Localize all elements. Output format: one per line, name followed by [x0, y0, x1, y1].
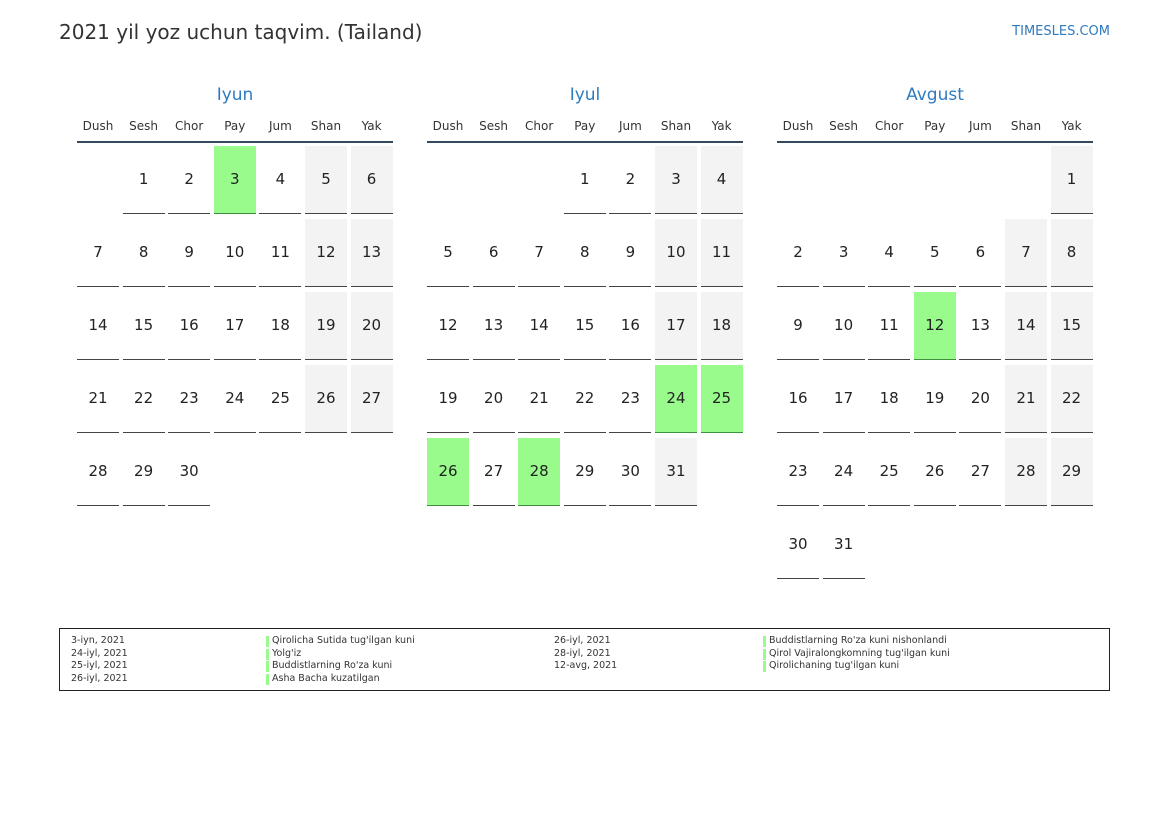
holiday-day-cell[interactable]: 28 [518, 438, 560, 506]
day-cell[interactable]: 16 [609, 292, 651, 360]
day-cell[interactable]: 24 [214, 365, 256, 433]
legend-holiday-name: Qirolicha Sutida tug'ilgan kuni [266, 635, 415, 648]
day-cell[interactable]: 9 [168, 219, 210, 287]
weekday-label: Sesh [129, 119, 159, 133]
day-cell[interactable]: 8 [1051, 219, 1093, 287]
day-cell[interactable]: 5 [427, 219, 469, 287]
holiday-day-cell[interactable]: 3 [214, 146, 256, 214]
month-name: Avgust [906, 85, 964, 105]
day-cell[interactable]: 6 [351, 146, 393, 214]
day-cell[interactable]: 15 [123, 292, 165, 360]
legend-date: 12-avg, 2021 [554, 660, 618, 671]
day-cell[interactable]: 11 [868, 292, 910, 360]
day-cell[interactable]: 1 [564, 146, 606, 214]
day-cell[interactable]: 18 [868, 365, 910, 433]
day-cell[interactable]: 15 [564, 292, 606, 360]
day-cell[interactable]: 27 [959, 438, 1001, 506]
legend-holiday-name: Qirolichaning tug'ilgan kuni [763, 660, 899, 673]
empty-day-cell [427, 146, 469, 214]
legend-date: 24-iyl, 2021 [71, 647, 128, 659]
day-cell[interactable]: 26 [305, 365, 347, 433]
legend-entry [60, 673, 1109, 686]
legend-holiday-name: Yolg'iz [266, 648, 301, 661]
empty-day-cell [914, 146, 956, 214]
weekday-label: Yak [1061, 119, 1082, 133]
day-cell[interactable]: 25 [868, 438, 910, 506]
weekday-label: Jum [618, 119, 642, 133]
weekday-label: Pay [224, 119, 246, 133]
holiday-legend [59, 628, 1110, 691]
weekday-header [427, 108, 743, 143]
holiday-day-cell[interactable]: 25 [701, 365, 743, 433]
day-cell[interactable]: 11 [701, 219, 743, 287]
day-cell[interactable]: 12 [305, 219, 347, 287]
legend-holiday-name: Buddistlarning Ro'za kuni nishonlandi [763, 635, 947, 648]
day-cell[interactable]: 14 [1005, 292, 1047, 360]
day-cell[interactable]: 14 [518, 292, 560, 360]
day-cell[interactable]: 2 [777, 219, 819, 287]
day-cell[interactable]: 20 [959, 365, 1001, 433]
day-cell[interactable]: 23 [609, 365, 651, 433]
weekday-label: Pay [924, 119, 946, 133]
day-cell[interactable]: 1 [1051, 146, 1093, 214]
day-cell[interactable]: 9 [609, 219, 651, 287]
holiday-day-cell[interactable]: 26 [427, 438, 469, 506]
weekday-label: Yak [711, 119, 732, 133]
weekday-label: Sesh [829, 119, 859, 133]
day-cell[interactable]: 26 [914, 438, 956, 506]
month-avgust [777, 82, 1093, 584]
day-cell[interactable]: 18 [259, 292, 301, 360]
day-cell[interactable]: 3 [655, 146, 697, 214]
day-cell[interactable]: 22 [1051, 365, 1093, 433]
month-name: Iyul [569, 85, 601, 105]
weekday-header [77, 108, 393, 143]
day-cell[interactable]: 1 [123, 146, 165, 214]
day-cell[interactable]: 17 [214, 292, 256, 360]
day-cell[interactable]: 10 [214, 219, 256, 287]
legend-date: 26-iyl, 2021 [71, 672, 128, 684]
day-cell[interactable]: 8 [123, 219, 165, 287]
site-link[interactable]: TIMESLES.COM [1012, 24, 1110, 39]
weekday-label: Dush [432, 119, 464, 133]
empty-day-cell [473, 146, 515, 214]
day-cell[interactable]: 20 [473, 365, 515, 433]
weekday-label: Jum [268, 119, 292, 133]
day-cell[interactable]: 5 [914, 219, 956, 287]
day-cell[interactable]: 22 [564, 365, 606, 433]
day-cell[interactable]: 8 [564, 219, 606, 287]
legend-date: 26-iyl, 2021 [554, 635, 611, 646]
day-cell[interactable]: 5 [305, 146, 347, 214]
weekday-label: Yak [361, 119, 382, 133]
month-iyun [77, 82, 393, 511]
day-cell[interactable]: 21 [518, 365, 560, 433]
day-cell[interactable]: 2 [609, 146, 651, 214]
weekday-label: Dush [782, 119, 814, 133]
day-cell[interactable]: 27 [351, 365, 393, 433]
day-cell[interactable]: 22 [123, 365, 165, 433]
day-cell[interactable]: 17 [823, 365, 865, 433]
weekday-label: Chor [175, 119, 204, 133]
weekday-label: Pay [574, 119, 596, 133]
day-grid [77, 146, 393, 511]
day-cell[interactable]: 20 [351, 292, 393, 360]
empty-day-cell [77, 146, 119, 214]
day-cell[interactable]: 13 [473, 292, 515, 360]
day-cell[interactable]: 31 [823, 511, 865, 579]
legend-entry [60, 635, 1109, 648]
day-grid [427, 146, 743, 511]
day-cell[interactable]: 15 [1051, 292, 1093, 360]
day-cell[interactable]: 25 [259, 365, 301, 433]
day-cell[interactable]: 10 [823, 292, 865, 360]
day-cell[interactable]: 28 [77, 438, 119, 506]
legend-date: 28-iyl, 2021 [554, 647, 611, 659]
day-cell[interactable]: 29 [564, 438, 606, 506]
day-cell[interactable]: 13 [351, 219, 393, 287]
day-cell[interactable]: 19 [305, 292, 347, 360]
day-cell[interactable]: 29 [123, 438, 165, 506]
day-cell[interactable]: 6 [959, 219, 1001, 287]
day-cell[interactable]: 19 [914, 365, 956, 433]
day-cell[interactable]: 30 [609, 438, 651, 506]
empty-day-cell [777, 146, 819, 214]
day-cell[interactable]: 12 [427, 292, 469, 360]
empty-day-cell [959, 146, 1001, 214]
legend-entry [60, 648, 1109, 661]
weekday-label: Chor [875, 119, 904, 133]
day-cell[interactable]: 28 [1005, 438, 1047, 506]
weekday-label: Dush [82, 119, 114, 133]
day-cell[interactable]: 24 [823, 438, 865, 506]
day-cell[interactable]: 19 [427, 365, 469, 433]
day-cell[interactable]: 21 [77, 365, 119, 433]
legend-date: 3-iyn, 2021 [71, 635, 125, 646]
day-cell[interactable]: 29 [1051, 438, 1093, 506]
empty-day-cell [868, 146, 910, 214]
month-iyul [427, 82, 743, 511]
day-cell[interactable]: 7 [518, 219, 560, 287]
day-cell[interactable]: 27 [473, 438, 515, 506]
day-cell[interactable]: 16 [777, 365, 819, 433]
day-cell[interactable]: 7 [77, 219, 119, 287]
day-cell[interactable]: 17 [655, 292, 697, 360]
weekday-label: Sesh [479, 119, 509, 133]
day-cell[interactable]: 16 [168, 292, 210, 360]
weekday-label: Shan [660, 119, 692, 133]
day-grid [777, 146, 1093, 584]
weekday-label: Jum [968, 119, 992, 133]
day-cell[interactable]: 4 [868, 219, 910, 287]
legend-holiday-name: Qirol Vajiralongkomning tug'ilgan kuni [763, 648, 950, 661]
day-cell[interactable]: 10 [655, 219, 697, 287]
holiday-day-cell[interactable]: 12 [914, 292, 956, 360]
day-cell[interactable]: 31 [655, 438, 697, 506]
day-cell[interactable]: 3 [823, 219, 865, 287]
empty-day-cell [518, 146, 560, 214]
holiday-day-cell[interactable]: 24 [655, 365, 697, 433]
weekday-label: Chor [525, 119, 554, 133]
legend-entry [60, 660, 1109, 673]
weekday-header [777, 108, 1093, 143]
day-cell[interactable]: 23 [168, 365, 210, 433]
day-cell[interactable]: 23 [777, 438, 819, 506]
weekday-label: Shan [1010, 119, 1042, 133]
day-cell[interactable]: 4 [259, 146, 301, 214]
day-cell[interactable]: 21 [1005, 365, 1047, 433]
day-cell[interactable]: 2 [168, 146, 210, 214]
day-cell[interactable]: 7 [1005, 219, 1047, 287]
day-cell[interactable]: 4 [701, 146, 743, 214]
day-cell[interactable]: 30 [168, 438, 210, 506]
empty-day-cell [1005, 146, 1047, 214]
day-cell[interactable]: 6 [473, 219, 515, 287]
weekday-label: Shan [310, 119, 342, 133]
day-cell[interactable]: 14 [77, 292, 119, 360]
day-cell[interactable]: 18 [701, 292, 743, 360]
day-cell[interactable]: 9 [777, 292, 819, 360]
legend-date: 25-iyl, 2021 [71, 660, 128, 671]
month-name: Iyun [216, 85, 254, 105]
empty-day-cell [823, 146, 865, 214]
day-cell[interactable]: 30 [777, 511, 819, 579]
page-title: 2021 yil yoz uchun taqvim. (Tailand) [59, 20, 423, 44]
legend-holiday-name: Buddistlarning Ro'za kuni [266, 660, 392, 673]
day-cell[interactable]: 13 [959, 292, 1001, 360]
day-cell[interactable]: 11 [259, 219, 301, 287]
legend-holiday-name: Asha Bacha kuzatilgan [266, 673, 380, 686]
